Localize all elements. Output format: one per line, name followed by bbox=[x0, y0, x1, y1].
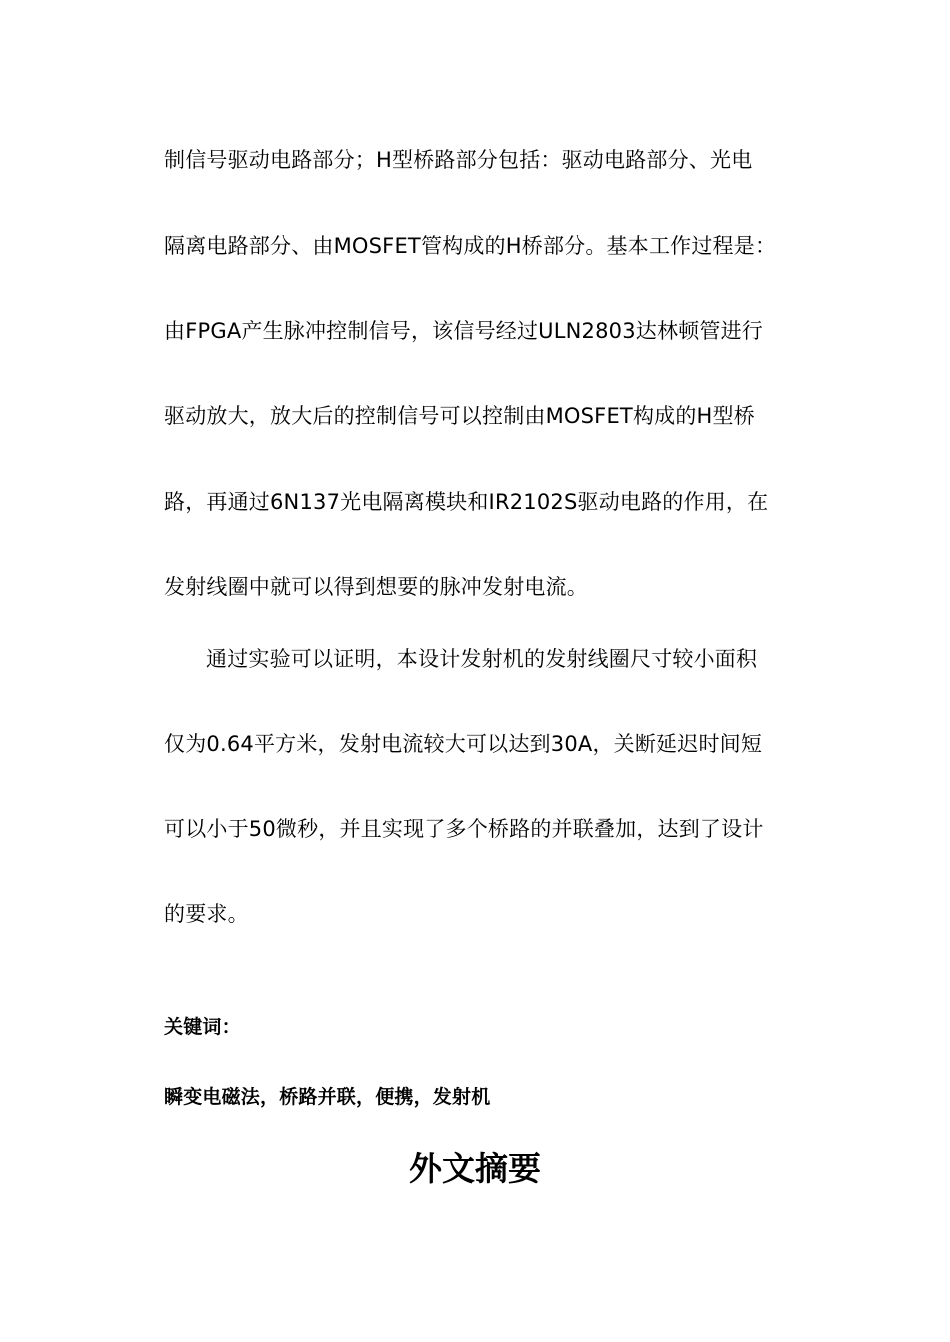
body-line: 路，再通过6N137光电隔离模块和IR2102S驱动电路的作用，在 bbox=[164, 490, 769, 514]
body-line: 的要求。 bbox=[164, 902, 249, 926]
body-line: 驱动放大，放大后的控制信号可以控制由MOSFET构成的H型桥 bbox=[164, 404, 755, 428]
body-line: 发射线圈中就可以得到想要的脉冲发射电流。 bbox=[164, 575, 588, 599]
body-line: 由FPGA产生脉冲控制信号，该信号经过ULN2803达林顿管进行 bbox=[164, 319, 764, 343]
body-line: 仅为0.64平方米，发射电流较大可以达到30A，关断延迟时间短 bbox=[164, 732, 763, 756]
body-line: 可以小于50微秒，并且实现了多个桥路的并联叠加，达到了设计 bbox=[164, 817, 764, 841]
section-heading: 外文摘要 bbox=[409, 1149, 541, 1188]
paragraph-start-line: 通过实验可以证明，本设计发射机的发射线圈尺寸较小面积 bbox=[206, 647, 758, 671]
body-line: 制信号驱动电路部分；H型桥路部分包括：驱动电路部分、光电 bbox=[164, 148, 753, 172]
keywords-label: 关键词： bbox=[164, 1016, 241, 1038]
keywords-text: 瞬变电磁法，桥路并联，便携，发射机 bbox=[164, 1086, 491, 1108]
body-line: 隔离电路部分、由MOSFET管构成的H桥部分。基本工作过程是： bbox=[164, 234, 777, 258]
